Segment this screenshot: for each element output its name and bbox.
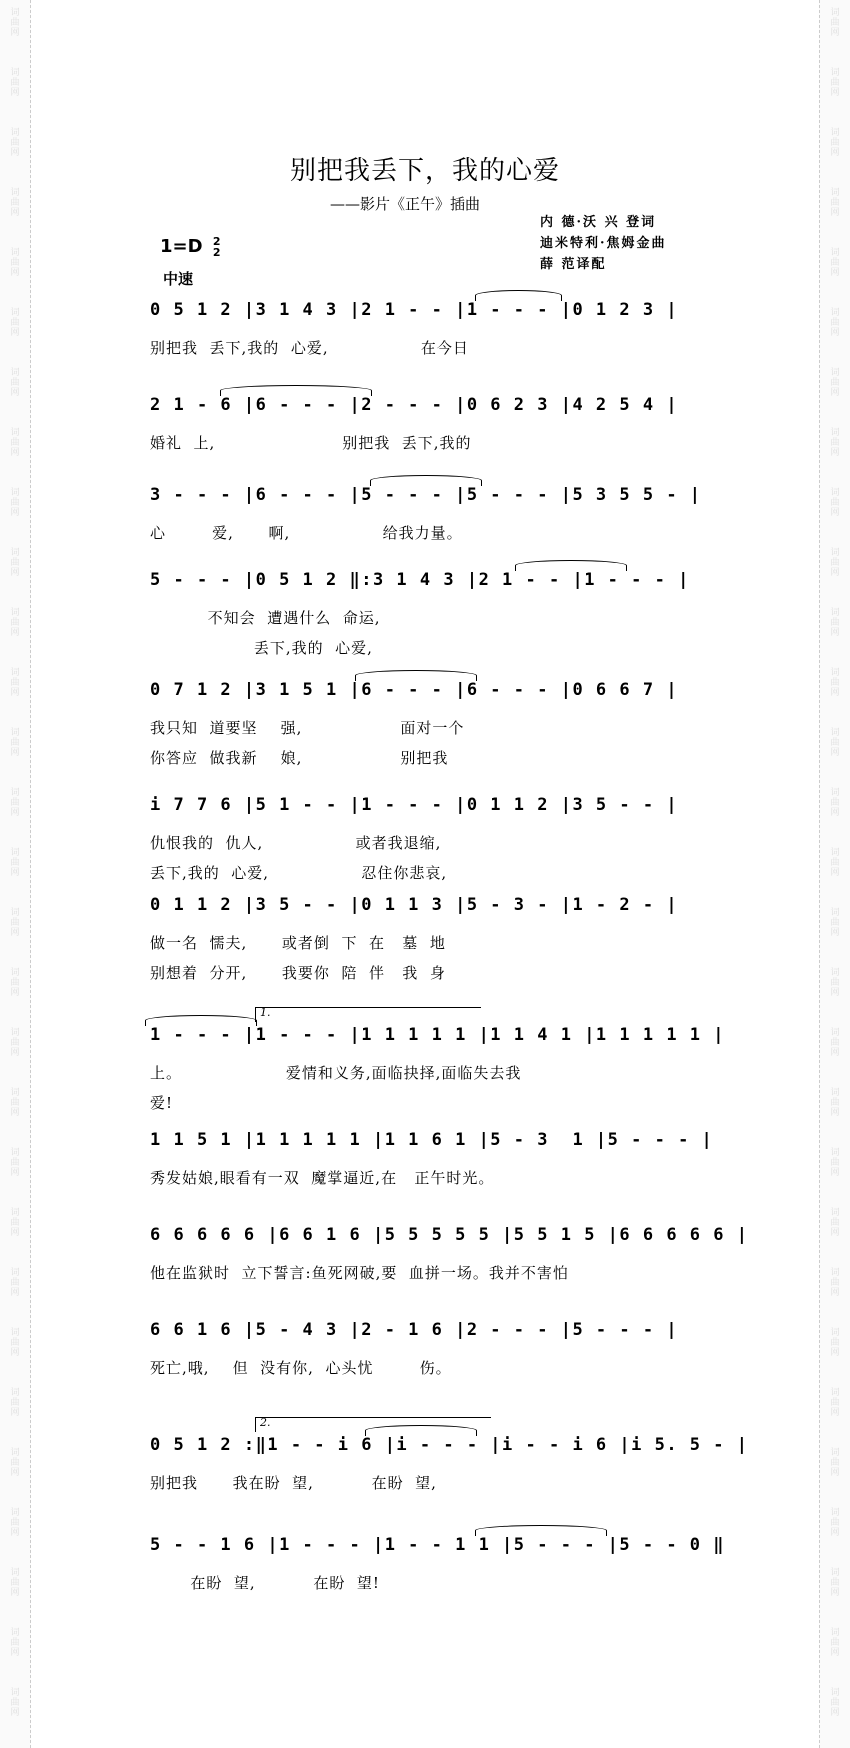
watermark-text: 词 曲 网 [830, 8, 840, 38]
lyric-line: 上。 爱情和义务,面临抉择,面临失去我 [150, 1064, 522, 1082]
lyric-line: 丢下,我的 心爱, [150, 639, 373, 657]
credit-lyricist: 内 德·沃 兴 登词 [540, 215, 657, 230]
notation-row: 6 6 1 6 |5 - 4 3 |2 - 1 6 |2 - - - |5 - - - | [150, 1320, 679, 1340]
watermark-text: 词 曲 网 [10, 1568, 20, 1598]
watermark-text: 词 曲 网 [10, 1268, 20, 1298]
watermark-text: 词 曲 网 [10, 1628, 20, 1658]
watermark-text: 词 曲 网 [830, 1088, 840, 1118]
song-subtitle: ——影片《正午》插曲 [330, 195, 481, 213]
watermark-text: 词 曲 网 [10, 8, 20, 38]
credit-composer: 迪米特利·焦姆金曲 [540, 236, 667, 251]
credit-translator: 薛 范译配 [540, 257, 607, 272]
song-title: 别把我丢下，我的心爱 [289, 156, 560, 186]
watermark-text: 词 曲 网 [10, 428, 20, 458]
notation-row: 3 - - - |6 - - - |5 - - - |5 - - - |5 3 5 5 - | [150, 485, 702, 505]
watermark-text: 词 曲 网 [10, 488, 20, 518]
watermark-text: 词 曲 网 [830, 1628, 840, 1658]
slur-mark [370, 475, 482, 486]
lyric-line: 他在监狱时 立下誓言:鱼死网破,要 血拼一场。我并不害怕 [150, 1264, 569, 1282]
slur-mark [475, 290, 562, 301]
watermark-text: 词 曲 网 [830, 1508, 840, 1538]
watermark-text: 词 曲 网 [10, 368, 20, 398]
watermark-text: 词 曲 网 [10, 248, 20, 278]
notation-row: 1 - - - |1 - - - |1 1 1 1 1 |1 1 4 1 |1 1 1 1 1 | [150, 1025, 726, 1045]
tempo-marking: 中速 [163, 270, 194, 288]
lyric-line: 不知会 遭遇什么 命运, [150, 609, 381, 627]
time-signature [213, 236, 221, 258]
watermark-text: 词 曲 网 [10, 728, 20, 758]
watermark-text: 词 曲 网 [10, 1388, 20, 1418]
lyric-line: 我只知 道要坚 强, 面对一个 [150, 719, 465, 737]
watermark-text: 词 曲 网 [10, 968, 20, 998]
lyric-line: 死亡,哦, 但 没有你, 心头忧 伤。 [150, 1359, 452, 1377]
lyric-line: 婚礼 上, 别把我 丢下,我的 [150, 434, 472, 452]
watermark-text: 词 曲 网 [830, 668, 840, 698]
watermark-text: 词 曲 网 [830, 908, 840, 938]
notation-row: 5 - - 1 6 |1 - - - |1 - - 1 1 |5 - - - |5 - - 0 ‖ [150, 1535, 726, 1555]
watermark-text: 词 曲 网 [830, 608, 840, 638]
key-signature [160, 236, 221, 258]
watermark-text: 词 曲 网 [830, 1688, 840, 1718]
watermark-text: 词 曲 网 [10, 548, 20, 578]
watermark-text: 词 曲 网 [10, 1448, 20, 1478]
notation-row: 2 1 - 6 |6 - - - |2 - - - |0 6 2 3 |4 2 5 4 | [150, 395, 679, 415]
lyric-line: 别把我 我在盼 望, 在盼 望, [150, 1474, 437, 1492]
slur-mark [220, 385, 372, 396]
watermark-text: 词 曲 网 [10, 1508, 20, 1538]
watermark-text: 词 曲 网 [830, 1268, 840, 1298]
watermark-text: 词 曲 网 [10, 668, 20, 698]
notation-row: 0 5 1 2 |3 1 4 3 |2 1 - - |1 - - - |0 1 2 3 | [150, 300, 679, 320]
watermark-text: 词 曲 网 [830, 308, 840, 338]
notation-row: 1 1 5 1 |1 1 1 1 1 |1 1 6 1 |5 - 3 1 |5 - - - | [150, 1130, 714, 1150]
watermark-text: 词 曲 网 [830, 188, 840, 218]
notation-row: 0 1 1 2 |3 5 - - |0 1 1 3 |5 - 3 - |1 - 2 - | [150, 895, 679, 915]
lyric-line: 爱! [150, 1094, 174, 1112]
watermark-text: 词 曲 网 [10, 1088, 20, 1118]
notation-row: 0 7 1 2 |3 1 5 1 |6 - - - |6 - - - |0 6 6 7 | [150, 680, 679, 700]
watermark-text: 词 曲 网 [830, 548, 840, 578]
watermark-text: 词 曲 网 [10, 1208, 20, 1238]
slur-mark [515, 560, 627, 571]
watermark-text: 词 曲 网 [10, 1688, 20, 1718]
watermark-text: 词 曲 网 [830, 1148, 840, 1178]
lyric-line: 别把我 丢下,我的 心爱, 在今日 [150, 339, 469, 357]
watermark-text: 词 曲 网 [10, 68, 20, 98]
lyric-line: 做一名 懦夫, 或者倒 下 在 墓 地 [150, 934, 446, 952]
watermark-text: 词 曲 网 [830, 1328, 840, 1358]
volta-bracket [255, 1007, 481, 1022]
slur-mark [355, 670, 477, 681]
watermark-text: 词 曲 网 [10, 908, 20, 938]
lyric-line: 在盼 望, 在盼 望! [150, 1574, 380, 1592]
watermark-text: 词 曲 网 [830, 1028, 840, 1058]
lyric-line: 丢下,我的 心爱, 忍住你悲哀, [150, 864, 448, 882]
watermark-text: 词 曲 网 [830, 1568, 840, 1598]
watermark-text: 词 曲 网 [830, 728, 840, 758]
watermark-text: 词 曲 网 [10, 1328, 20, 1358]
key-label: 1=D [160, 236, 203, 257]
watermark-text: 词 曲 网 [10, 188, 20, 218]
slur-mark [365, 1425, 477, 1436]
slur-mark [475, 1525, 607, 1536]
watermark-text: 词 曲 网 [830, 488, 840, 518]
volta-label: 1. [260, 1006, 271, 1019]
watermark-text: 词 曲 网 [830, 1388, 840, 1418]
watermark-text: 词 曲 网 [830, 428, 840, 458]
watermark-text: 词 曲 网 [830, 1208, 840, 1238]
watermark-text: 词 曲 网 [830, 788, 840, 818]
notation-row: 6 6 6 6 6 |6 6 1 6 |5 5 5 5 5 |5 5 1 5 |6 6 6 6 6 | [150, 1225, 749, 1245]
watermark-text: 词 曲 网 [830, 968, 840, 998]
notation-row: 0 5 1 2 :‖1 - - i 6 |i - - - |i - - i 6 |i 5. 5 - | [150, 1435, 749, 1455]
right-watermark-strip [819, 0, 850, 1748]
watermark-text: 词 曲 网 [10, 308, 20, 338]
watermark-text: 词 曲 网 [830, 848, 840, 878]
notation-row: i 7 7 6 |5 1 - - |1 - - - |0 1 1 2 |3 5 - - | [150, 795, 679, 815]
time-sig-top: 2 [212, 235, 221, 248]
slur-mark [145, 1015, 257, 1026]
left-watermark-strip [0, 0, 31, 1748]
watermark-text: 词 曲 网 [10, 128, 20, 158]
watermark-text: 词 曲 网 [10, 1028, 20, 1058]
watermark-text: 词 曲 网 [830, 128, 840, 158]
lyric-line: 别想着 分开, 我要你 陪 伴 我 身 [150, 964, 446, 982]
lyric-line: 你答应 做我新 娘, 别把我 [150, 749, 449, 767]
lyric-line: 仇恨我的 仇人, 或者我退缩, [150, 834, 442, 852]
watermark-text: 词 曲 网 [10, 608, 20, 638]
watermark-text: 词 曲 网 [10, 848, 20, 878]
notation-row: 5 - - - |0 5 1 2 ‖:3 1 4 3 |2 1 - - |1 - - - | [150, 570, 690, 590]
watermark-text: 词 曲 网 [830, 368, 840, 398]
volta-label: 2. [260, 1416, 271, 1429]
watermark-text: 词 曲 网 [10, 1148, 20, 1178]
watermark-text: 词 曲 网 [830, 1448, 840, 1478]
watermark-text: 词 曲 网 [830, 248, 840, 278]
watermark-text: 词 曲 网 [10, 788, 20, 818]
lyric-line: 心 爱, 啊, 给我力量。 [150, 524, 463, 542]
lyric-line: 秀发姑娘,眼看有一双 魔掌逼近,在 正午时光。 [150, 1169, 495, 1187]
watermark-text: 词 曲 网 [830, 68, 840, 98]
time-sig-bottom: 2 [212, 246, 221, 259]
